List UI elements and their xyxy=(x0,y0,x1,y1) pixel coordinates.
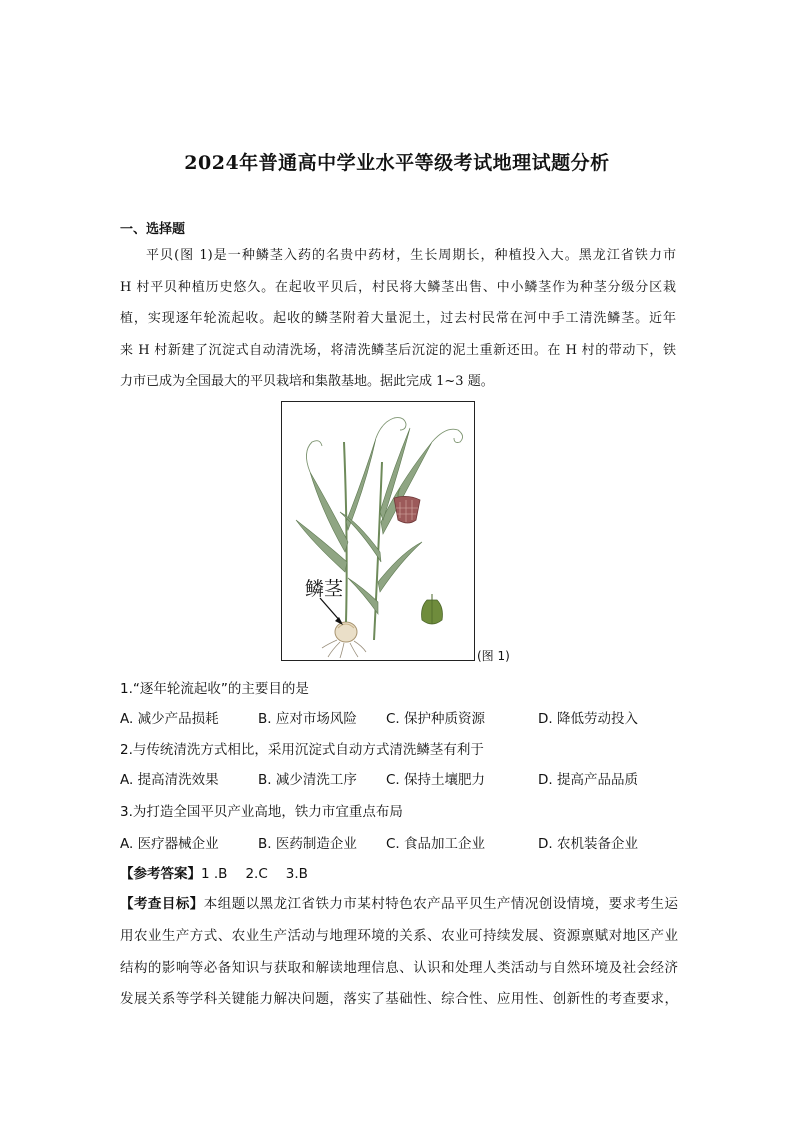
option-c: C. 食品加工企业 xyxy=(386,836,486,852)
option-a: A. 减少产品损耗 xyxy=(120,711,219,727)
passage-line: 力市已成为全国最大的平贝栽培和集散基地。据此完成 1~3 题。 xyxy=(120,374,494,389)
passage-line: H 村平贝种植历史悠久。在起收平贝后，村民将大鳞茎出售、中小鳞茎作为种茎分级分区栽 xyxy=(120,279,676,295)
figure-caption: (图 1) xyxy=(477,649,510,663)
passage-line: 来 H 村新建了沉淀式自动清洗场，将清洗鳞茎后沉淀的泥土重新还田。在 H 村的带动下，铁 xyxy=(120,342,676,358)
option-d: D. 降低劳动投入 xyxy=(538,711,638,727)
passage-line: 平贝(图 1)是一种鳞茎入药的名贵中药材，生长周期长，种植投入大。黑龙江省铁力市 xyxy=(146,248,676,263)
page-title: 2024年普通高中学业水平等级考试地理试题分析 xyxy=(184,152,610,174)
option-b: B. 减少清洗工序 xyxy=(258,772,357,788)
question-stem: 1.“逐年轮流起收”的主要目的是 xyxy=(120,681,309,697)
reading-passage xyxy=(120,240,676,398)
option-d: D. 提高产品品质 xyxy=(538,772,638,788)
option-a: A. 提高清洗效果 xyxy=(120,772,219,788)
reference-answer xyxy=(120,862,308,882)
assessment-target xyxy=(120,889,678,1016)
answer-tag: 【参考答案】 xyxy=(120,866,201,882)
option-a: A. 医疗器械企业 xyxy=(120,836,219,852)
fritillaria-illustration xyxy=(282,402,474,660)
answer-item: 1 .B xyxy=(201,866,228,882)
plant-figure xyxy=(281,401,475,661)
option-c: C. 保持土壤肥力 xyxy=(386,772,486,788)
option-d: D. 农机装备企业 xyxy=(538,836,638,852)
target-tag: 【考查目标】 xyxy=(120,896,204,912)
answer-item: 2.C xyxy=(245,866,268,882)
question-stem: 2.与传统清洗方式相比，采用沉淀式自动方式清洗鳞茎有利于 xyxy=(120,742,484,758)
option-b: B. 应对市场风险 xyxy=(258,711,357,727)
section-heading: 一、选择题 xyxy=(120,222,186,237)
target-line: 用农业生产方式、农业生产活动与地理环境的关系、农业可持续发展、资源禀赋对地区产业 xyxy=(120,927,678,944)
passage-line: 植，实现逐年轮流起收。起收的鳞茎附着大量泥土，过去村民常在河中手工清洗鳞茎。近年 xyxy=(120,311,676,326)
question-stem: 3.为打造全国平贝产业高地，铁力市宜重点布局 xyxy=(120,804,403,820)
target-text: 本组题以黑龙江省铁力市某村特色农产品平贝生产情况创设情境，要求考生运 xyxy=(203,896,678,912)
option-c: C. 保护种质资源 xyxy=(386,711,486,727)
answer-item: 3.B xyxy=(285,866,308,882)
target-line: 结构的影响等必备知识与获取和解读地理信息、认识和处理人类活动与自然环境及社会经济 xyxy=(120,959,678,976)
option-b: B. 医药制造企业 xyxy=(258,836,357,852)
target-line xyxy=(120,889,678,921)
target-line: 发展关系等学科关键能力解决问题，落实了基础性、综合性、应用性、创新性的考查要求， xyxy=(120,991,678,1008)
bulb-label: 鳞茎 xyxy=(305,578,344,600)
